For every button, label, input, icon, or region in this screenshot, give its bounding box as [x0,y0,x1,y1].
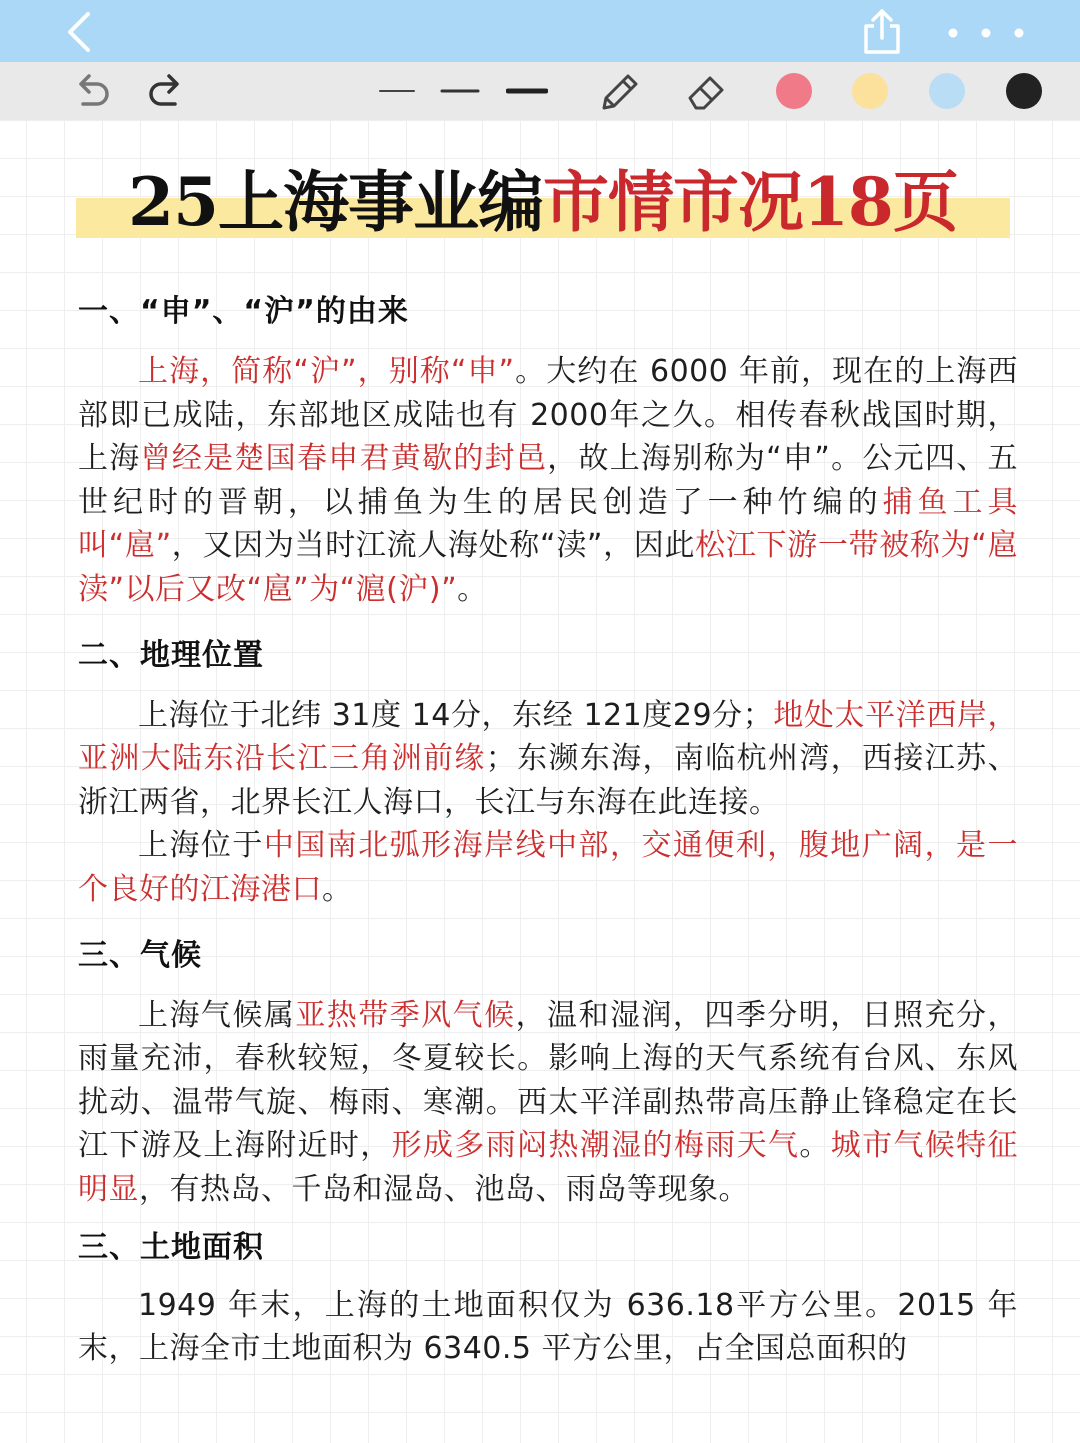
share-button[interactable] [860,8,904,56]
title-red-part: 市情市况18页 [543,163,958,241]
undo-button[interactable] [68,62,114,120]
section-heading-land-area: 三、土地面积 [78,1229,264,1265]
paragraph-climate: 上海气候属亚热带季风气候，温和湿润，四季分明，日照充分，雨量充沛，春秋较短，冬夏较长。影响上海的天气系统有台风、东风扰动、温带气旋、梅雨、寒潮。西太平洋副热带高压静止锋稳定在长江下游及上海附近时，形成多雨闷热潮湿的梅雨天气。城市气候特征明显，有热岛、千岛和湿岛、池岛、雨岛等现象。 [78,997,1019,1207]
color-swatch-yellow[interactable] [852,73,888,109]
section-heading-climate: 三、气候 [78,937,202,973]
eraser-icon [682,68,730,114]
eraser-button[interactable] [682,62,730,120]
share-icon [860,8,904,56]
note-content [78,290,1018,1371]
drawing-toolbar [0,62,1080,120]
page-title [76,160,1010,244]
section-heading-origin: 一、“申”、“沪”的由来 [78,294,409,329]
thick-line-icon [506,86,548,96]
paragraph-location-1: 上海位于北纬 31度 14分，东经 121度29分；地处太平洋西岸，亚洲大陆东沿长江三角洲前缘；东濒东海，南临杭州湾，西接江苏、浙江两省，北界长江人海口，长江与东海在此连接。 [78,697,1019,820]
paragraph-land-area: 1949 年末，上海的土地面积仅为 636.18平方公里。2015 年末，上海全市土地面积为 6340.5 平方公里，占全国总面积的 [78,1287,1018,1367]
pencil-button[interactable] [594,62,642,120]
paragraph-location-2: 上海位于中国南北弧形海岸线中部，交通便利，腹地广阔，是一个良好的江海港口。 [78,828,1019,907]
color-swatch-black[interactable] [1006,73,1042,109]
paragraph-origin: 上海，简称“沪”，别称“申”。大约在 6000 年前，现在的上海西部即已成陆，东部地区成陆也有 2000年之久。相传春秋战国时期，上海曾经是楚国春申君黄歇的封邑，故上海别称为“申”。公元四、五世纪时的晋朝，以捕鱼为生的居民创造了一种竹编的捕鱼工具叫“扈”，又因为当时江流人海处称“渎”，因此松江下游一带被称为“扈渎”以后又改“扈”为“滬(沪)”。 [78,354,1019,607]
redo-button[interactable] [144,62,190,120]
top-nav-bar [0,0,1080,62]
color-swatch-blue[interactable] [929,73,965,109]
chevron-left-icon [60,10,100,54]
thin-line-icon [378,86,416,96]
more-dots-icon [940,20,1030,46]
redo-icon [147,72,187,110]
color-swatch-red[interactable] [776,73,812,109]
thin-line-button[interactable] [378,62,416,120]
pencil-icon [594,68,642,114]
medium-line-icon [440,86,480,96]
medium-line-button[interactable] [440,62,480,120]
thick-line-button[interactable] [506,62,548,120]
section-heading-location: 二、地理位置 [78,637,264,673]
back-button[interactable] [60,10,100,54]
title-black-part: 25上海事业编 [128,163,543,241]
more-button[interactable] [940,20,1030,46]
undo-icon [71,72,111,110]
